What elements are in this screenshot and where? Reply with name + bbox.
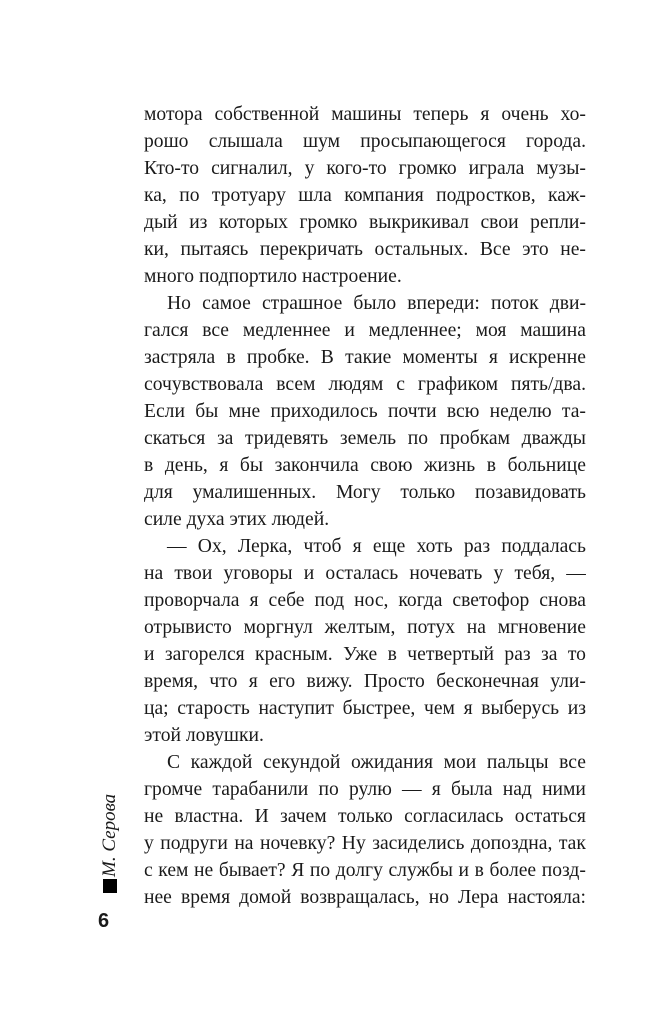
word: на bbox=[234, 833, 254, 854]
word: властна. bbox=[174, 806, 244, 827]
word: нос, bbox=[354, 590, 389, 611]
word: что bbox=[209, 671, 238, 692]
word: каждой bbox=[190, 752, 253, 773]
text-line bbox=[144, 344, 586, 371]
word: гался bbox=[144, 320, 189, 341]
word: почти bbox=[387, 401, 437, 422]
word: время, bbox=[144, 671, 199, 692]
word: для bbox=[144, 482, 173, 503]
word: за bbox=[216, 428, 234, 449]
word: Кто-то bbox=[144, 158, 200, 179]
word: компания bbox=[344, 185, 424, 206]
word: тридевять bbox=[244, 428, 329, 449]
word: но bbox=[428, 887, 449, 908]
word: так bbox=[558, 833, 586, 854]
word: — bbox=[402, 779, 422, 800]
word: пробке. bbox=[246, 347, 310, 368]
word: закончила bbox=[274, 455, 359, 476]
word: засиделись bbox=[372, 833, 465, 854]
word: зачем bbox=[280, 806, 327, 827]
text-line bbox=[144, 776, 586, 803]
word: Ох, bbox=[197, 536, 227, 557]
text-line bbox=[144, 398, 586, 425]
text-line bbox=[144, 479, 586, 506]
word: старость bbox=[177, 698, 250, 719]
word: этих bbox=[229, 509, 272, 530]
word: пять/два. bbox=[510, 374, 586, 395]
word: отрывисто bbox=[144, 617, 232, 638]
text-line bbox=[144, 209, 586, 236]
word: машины bbox=[331, 104, 402, 125]
word: чтоб bbox=[303, 536, 342, 557]
word: перекричать bbox=[259, 239, 363, 260]
word: наступит bbox=[258, 698, 334, 719]
word: настроение. bbox=[301, 266, 402, 287]
word: скаться bbox=[144, 428, 206, 449]
text-line bbox=[144, 371, 586, 398]
word: из bbox=[189, 212, 208, 233]
word: у bbox=[304, 158, 315, 179]
word: потух bbox=[407, 617, 456, 638]
word: домой bbox=[239, 887, 292, 908]
word: у bbox=[144, 833, 154, 854]
word: ними bbox=[542, 779, 586, 800]
word: Могу bbox=[335, 482, 381, 503]
word: свою bbox=[370, 455, 413, 476]
text-line bbox=[144, 884, 586, 911]
word: ца; bbox=[144, 698, 169, 719]
word: я bbox=[431, 779, 441, 800]
word: ночевать bbox=[409, 563, 483, 584]
word: очень bbox=[501, 104, 549, 125]
text-line bbox=[144, 452, 586, 479]
word: сигналил, bbox=[211, 158, 293, 179]
word: бы bbox=[239, 455, 264, 476]
word: ожидания bbox=[351, 752, 433, 773]
word: собственной bbox=[214, 104, 320, 125]
word: медленнее; bbox=[368, 320, 462, 341]
word: сочувствовала bbox=[144, 374, 264, 395]
word: дый bbox=[144, 212, 178, 233]
word: желтым, bbox=[324, 617, 396, 638]
word: в bbox=[226, 347, 236, 368]
word: земель bbox=[339, 428, 397, 449]
word: красным. bbox=[255, 644, 333, 665]
text-line bbox=[144, 803, 586, 830]
text-line bbox=[144, 263, 586, 290]
word: Если bbox=[144, 401, 185, 422]
word: неделю bbox=[489, 401, 552, 422]
word: с bbox=[396, 374, 405, 395]
word: больнице bbox=[507, 455, 586, 476]
word: приходилось bbox=[270, 401, 378, 422]
word: его bbox=[269, 671, 296, 692]
word: С bbox=[167, 752, 181, 773]
word: себе bbox=[268, 590, 305, 611]
word: — bbox=[167, 536, 187, 557]
word: Но bbox=[167, 293, 191, 314]
word: раз bbox=[504, 644, 531, 665]
word: допоздна, bbox=[470, 833, 553, 854]
word: снова bbox=[539, 590, 586, 611]
word: настояла: bbox=[507, 887, 586, 908]
word: проворчала bbox=[144, 590, 240, 611]
word: с bbox=[144, 860, 153, 881]
text-line bbox=[144, 722, 586, 749]
word: выкрикивал bbox=[369, 212, 469, 233]
word: на bbox=[144, 563, 164, 584]
word: такие bbox=[345, 347, 392, 368]
word: Лерка, bbox=[237, 536, 293, 557]
word: силе bbox=[144, 509, 187, 530]
text-line bbox=[144, 101, 586, 128]
word: много bbox=[144, 266, 199, 287]
word: секундой bbox=[262, 752, 341, 773]
text-line bbox=[144, 857, 586, 884]
word: я bbox=[463, 698, 473, 719]
word: за bbox=[541, 644, 558, 665]
word: не- bbox=[560, 239, 586, 260]
word: еще bbox=[372, 536, 406, 557]
word: когда bbox=[398, 590, 443, 611]
word: всю bbox=[446, 401, 480, 422]
word: бесконечная bbox=[436, 671, 539, 692]
word: осталась bbox=[325, 563, 399, 584]
word: людям bbox=[328, 374, 384, 395]
word: уговоры bbox=[223, 563, 293, 584]
word: день, bbox=[164, 455, 208, 476]
word: более bbox=[489, 860, 537, 881]
word: умалишенных. bbox=[192, 482, 317, 503]
text-line bbox=[144, 749, 586, 776]
word: страшное bbox=[261, 293, 343, 314]
word: все bbox=[202, 320, 230, 341]
text-line bbox=[144, 641, 586, 668]
word: впереди: bbox=[407, 293, 480, 314]
word: я bbox=[249, 590, 259, 611]
word: играла bbox=[468, 158, 525, 179]
word: моменты bbox=[402, 347, 478, 368]
word: по bbox=[179, 185, 200, 206]
word: ули- bbox=[550, 671, 586, 692]
word: шла bbox=[298, 185, 332, 206]
text-line bbox=[144, 506, 586, 533]
word: самое bbox=[202, 293, 251, 314]
word: я bbox=[219, 455, 229, 476]
word: остаться bbox=[514, 806, 586, 827]
word: в bbox=[474, 860, 484, 881]
word: музы- bbox=[536, 158, 586, 179]
author-name: М. Серова bbox=[99, 793, 120, 877]
word: пробкам bbox=[439, 428, 510, 449]
body-text bbox=[144, 101, 586, 911]
word: кого-то bbox=[326, 158, 387, 179]
word: позд- bbox=[541, 860, 586, 881]
word: машина bbox=[520, 320, 586, 341]
page-number: 6 bbox=[98, 910, 110, 932]
word: подростков, bbox=[436, 185, 536, 206]
text-line bbox=[144, 614, 586, 641]
text-line bbox=[144, 695, 586, 722]
word: долгу bbox=[335, 860, 383, 881]
word: Ну bbox=[341, 833, 366, 854]
text-line bbox=[144, 128, 586, 155]
word: над bbox=[502, 779, 532, 800]
text-line bbox=[144, 830, 586, 857]
word: пальцы bbox=[486, 752, 549, 773]
word: это bbox=[522, 239, 549, 260]
word: громко bbox=[299, 212, 358, 233]
word: я bbox=[248, 671, 258, 692]
word: не bbox=[194, 860, 214, 881]
word: согласилась bbox=[404, 806, 504, 827]
word: не bbox=[144, 806, 164, 827]
word: — bbox=[566, 563, 586, 584]
word: возвращалась, bbox=[300, 887, 420, 908]
running-header bbox=[96, 771, 124, 897]
text-line bbox=[144, 425, 586, 452]
word: духа bbox=[186, 509, 230, 530]
word: искренне bbox=[509, 347, 586, 368]
word: тебя, bbox=[514, 563, 556, 584]
word: и bbox=[458, 860, 469, 881]
text-line bbox=[144, 587, 586, 614]
word: и bbox=[344, 320, 355, 341]
word: просыпающегося bbox=[360, 131, 506, 152]
word: остальных. bbox=[374, 239, 469, 260]
word: время bbox=[180, 887, 231, 908]
word: все bbox=[559, 752, 586, 773]
word: моя bbox=[475, 320, 507, 341]
word: по bbox=[309, 860, 331, 881]
word: мне bbox=[228, 401, 261, 422]
word: мотора bbox=[144, 104, 203, 125]
word: Просто bbox=[363, 671, 425, 692]
word: по bbox=[318, 779, 339, 800]
word: только bbox=[400, 482, 456, 503]
text-line bbox=[144, 668, 586, 695]
square-marker bbox=[103, 879, 117, 893]
word: вижу. bbox=[306, 671, 353, 692]
word: пытаясь bbox=[180, 239, 249, 260]
word: и bbox=[144, 644, 155, 665]
text-line bbox=[144, 560, 586, 587]
word: хоть bbox=[416, 536, 453, 557]
word: графиком bbox=[417, 374, 498, 395]
word: ночевку? bbox=[259, 833, 336, 854]
word: И bbox=[254, 806, 269, 827]
word: бывает? bbox=[218, 860, 286, 881]
word: жизнь bbox=[424, 455, 476, 476]
word: поддалась bbox=[501, 536, 586, 557]
word: слышала bbox=[208, 131, 283, 152]
word: рошо bbox=[144, 131, 189, 152]
word: которых bbox=[218, 212, 288, 233]
word: теперь bbox=[413, 104, 469, 125]
word: города. bbox=[526, 131, 586, 152]
word: поток bbox=[490, 293, 539, 314]
word: рулю bbox=[348, 779, 392, 800]
word: было bbox=[353, 293, 397, 314]
word: этой bbox=[144, 725, 186, 746]
word: в bbox=[486, 455, 497, 476]
word: под bbox=[314, 590, 345, 611]
word: раз bbox=[463, 536, 491, 557]
word: была bbox=[450, 779, 493, 800]
word: и bbox=[303, 563, 315, 584]
word: четвертый bbox=[407, 644, 494, 665]
word: громче bbox=[144, 779, 203, 800]
word: Я bbox=[291, 860, 305, 881]
word: у bbox=[493, 563, 504, 584]
word: выберусь bbox=[481, 698, 560, 719]
word: нее bbox=[144, 887, 172, 908]
word: я bbox=[480, 104, 490, 125]
word: из bbox=[567, 698, 586, 719]
word: твои bbox=[174, 563, 213, 584]
word: Все bbox=[479, 239, 511, 260]
word: ка, bbox=[144, 185, 167, 206]
word: застряла bbox=[144, 347, 216, 368]
word: хо- bbox=[560, 104, 586, 125]
text-line bbox=[144, 290, 586, 317]
text-line bbox=[144, 155, 586, 182]
word: в bbox=[387, 644, 397, 665]
word: подруги bbox=[160, 833, 228, 854]
word: загорелся bbox=[164, 644, 245, 665]
word: мгновение bbox=[497, 617, 586, 638]
word: кем bbox=[158, 860, 189, 881]
word: дви- bbox=[549, 293, 586, 314]
word: я bbox=[488, 347, 498, 368]
word: позавидовать bbox=[475, 482, 586, 503]
word: свои bbox=[480, 212, 519, 233]
word: на bbox=[466, 617, 486, 638]
word: медленнее bbox=[242, 320, 331, 341]
word: шум bbox=[303, 131, 341, 152]
word: репли- bbox=[530, 212, 586, 233]
word: только bbox=[337, 806, 393, 827]
word: бы bbox=[195, 401, 219, 422]
word: ловушки. bbox=[185, 725, 264, 746]
word: мои bbox=[443, 752, 477, 773]
word: каж- bbox=[547, 185, 586, 206]
text-line bbox=[144, 236, 586, 263]
text-line bbox=[144, 182, 586, 209]
word: быстрее, bbox=[342, 698, 416, 719]
word: ки, bbox=[144, 239, 169, 260]
word: подпортило bbox=[198, 266, 302, 287]
text-line bbox=[144, 533, 586, 560]
word: моргнул bbox=[243, 617, 313, 638]
word: тарабанили bbox=[212, 779, 309, 800]
word: по bbox=[407, 428, 429, 449]
word: В bbox=[320, 347, 334, 368]
word: в bbox=[144, 455, 154, 476]
word: громко bbox=[398, 158, 457, 179]
word: людей. bbox=[271, 509, 330, 530]
word: светофор bbox=[452, 590, 530, 611]
word: я bbox=[352, 536, 362, 557]
word: то bbox=[567, 644, 586, 665]
word: Лера bbox=[458, 887, 499, 908]
text-line bbox=[144, 317, 586, 344]
word: всем bbox=[276, 374, 316, 395]
word: дважды bbox=[521, 428, 586, 449]
word: службы bbox=[388, 860, 453, 881]
word: та- bbox=[561, 401, 586, 422]
word: тротуару bbox=[211, 185, 286, 206]
word: Уже bbox=[343, 644, 378, 665]
word: чем bbox=[424, 698, 455, 719]
